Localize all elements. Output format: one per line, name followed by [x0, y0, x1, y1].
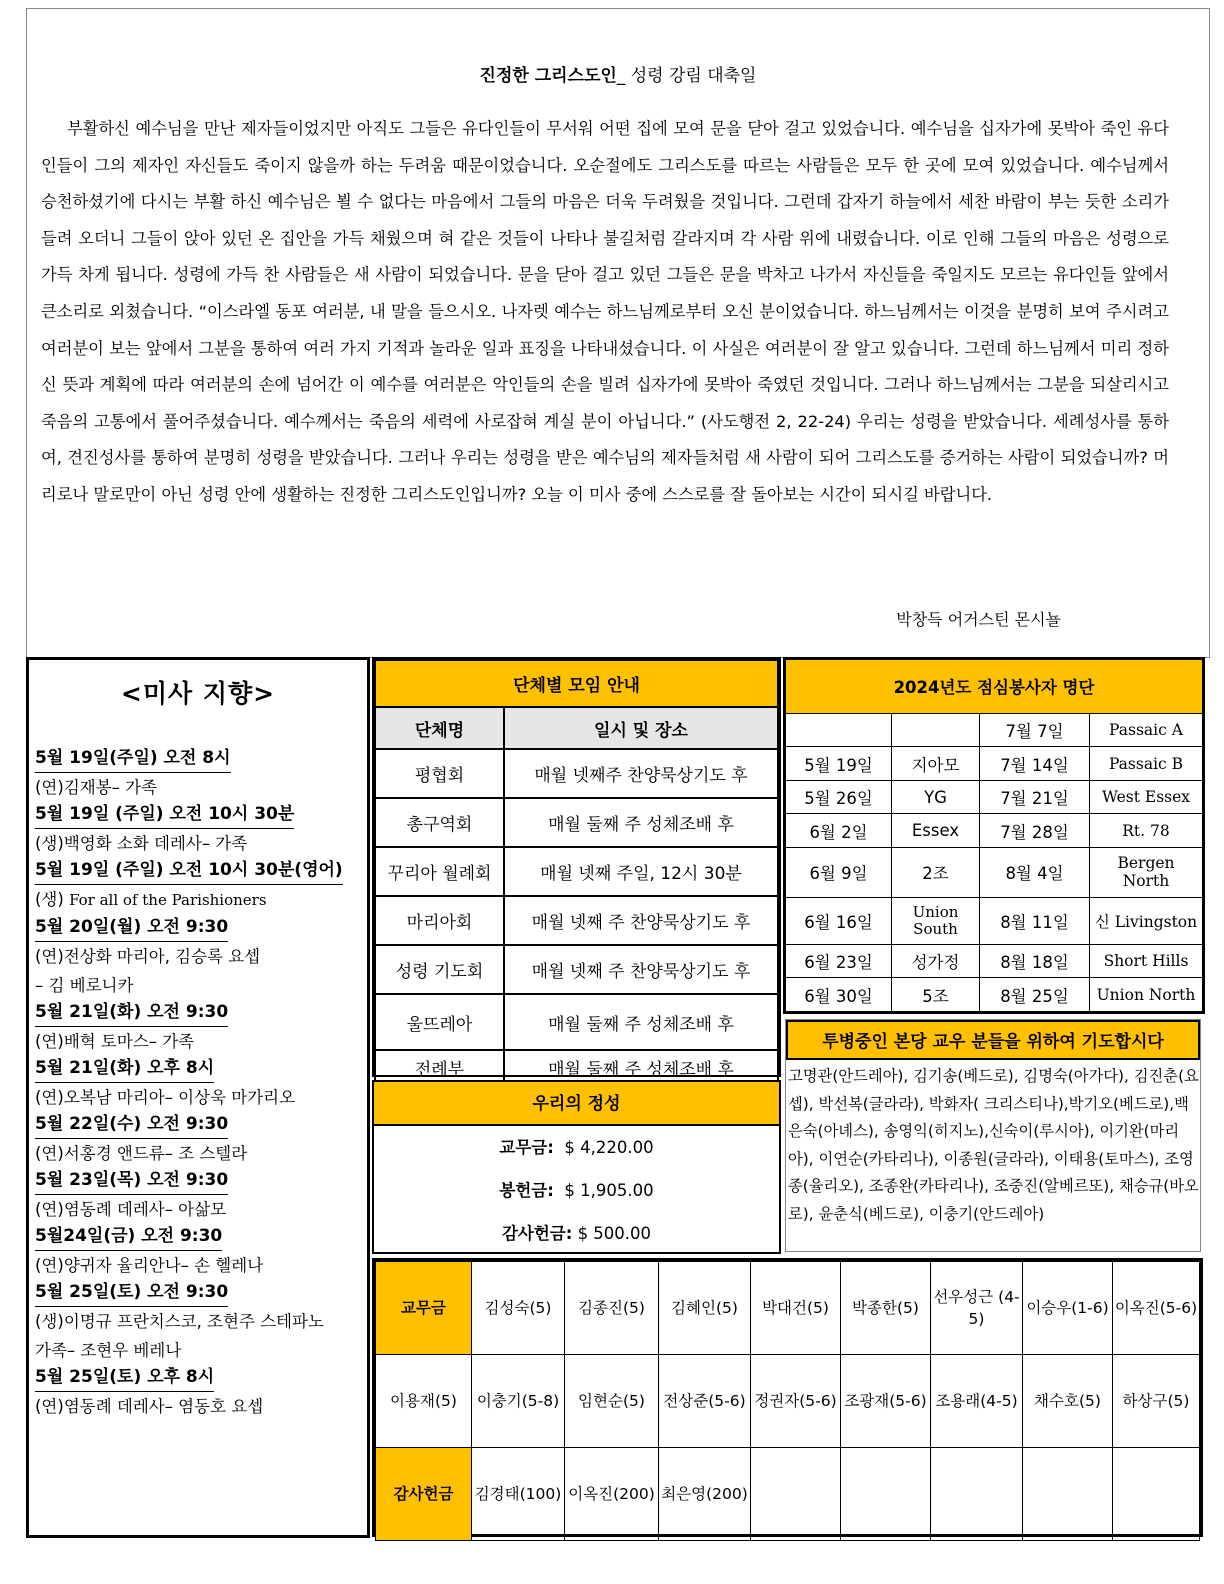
group-name: 전례부	[375, 1050, 504, 1084]
lunch-group: 5조	[892, 978, 980, 1012]
donor-cell	[1023, 1448, 1113, 1541]
donor-cell: 김혜인(5)	[659, 1262, 751, 1355]
donor-cell: 김종진(5)	[565, 1262, 659, 1355]
group-row	[375, 896, 778, 945]
lunch-date: 7월 7일	[980, 713, 1090, 747]
donor-cell: 김성숙(5)	[472, 1262, 565, 1355]
lunch-row	[786, 780, 1203, 814]
reflection-author: 박창득 어거스틴 몬시뇰	[896, 610, 1061, 629]
group-row	[375, 847, 778, 896]
offering-value: $ 4,220.00	[564, 1138, 654, 1157]
lunch-group: Union North	[1090, 978, 1203, 1012]
groups-title: 단체별 모임 안내	[375, 660, 778, 707]
donor-cell: 채수호(5)	[1023, 1355, 1113, 1448]
mass-date: 5월 25일(토) 오후 8시	[35, 1365, 214, 1392]
lunch-group: Passaic A	[1090, 713, 1203, 747]
mass-intention: (연)염동례 데레사– 아삶모	[35, 1200, 227, 1219]
lunch-date: 6월 16일	[786, 897, 892, 944]
mass-entry	[35, 858, 363, 915]
mass-intention: 가족– 조현우 베레나	[35, 1341, 182, 1360]
mass-date: 5월 20일(월) 오전 9:30	[35, 915, 228, 942]
lunch-date: 6월 30일	[786, 978, 892, 1012]
group-schedule: 매월 넷째주 찬양묵상기도 후	[504, 749, 778, 798]
offering-summary	[372, 1080, 781, 1254]
lunch-row	[786, 747, 1203, 781]
mass-entry	[35, 1056, 363, 1112]
mass-intention: (연)양귀자 율리안나– 손 헬레나	[35, 1256, 264, 1275]
group-schedule: 매월 넷째 주 찬양묵상기도 후	[504, 945, 778, 994]
groups-header-name: 단체명	[375, 707, 504, 749]
group-name: 울뜨레아	[375, 994, 504, 1050]
mass-list	[35, 746, 363, 1421]
donor-cell: 정권자(5-6)	[751, 1355, 841, 1448]
mass-intention: – 김 베로니카	[35, 976, 134, 995]
donor-cell: 최은영(200)	[659, 1448, 751, 1541]
mass-date: 5월 19일 (주일) 오전 10시 30분	[35, 802, 294, 829]
group-schedule: 매월 둘째 주 성체조배 후	[504, 994, 778, 1050]
donor-cell: 선우성근 (4-5)	[931, 1262, 1023, 1355]
donor-cell: 전상준(5-6)	[659, 1355, 751, 1448]
mass-entry	[35, 1224, 363, 1280]
mass-date: 5월 23일(목) 오전 9:30	[35, 1168, 228, 1195]
offering-row	[374, 1126, 779, 1169]
mass-entry	[35, 1168, 363, 1224]
lunch-volunteers	[783, 657, 1205, 1014]
group-name: 꾸리아 월례회	[375, 847, 504, 896]
lunch-row	[786, 978, 1203, 1012]
lunch-date: 8월 25일	[980, 978, 1090, 1012]
mass-entry	[35, 1000, 363, 1056]
lunch-group	[892, 713, 980, 747]
donor-cell	[1113, 1448, 1200, 1541]
lunch-row	[786, 848, 1203, 898]
lunch-date: 6월 23일	[786, 944, 892, 978]
lunch-group: 성가정	[892, 944, 980, 978]
mass-entry	[35, 915, 363, 1000]
mass-intention: (생) For all of the Parishioners	[35, 890, 267, 909]
mass-date: 5월24일(금) 오전 9:30	[35, 1224, 222, 1251]
mass-entry	[35, 1112, 363, 1168]
lunch-date: 6월 9일	[786, 848, 892, 898]
lunch-date: 8월 4일	[980, 848, 1090, 898]
lunch-date: 8월 11일	[980, 897, 1090, 944]
lunch-row	[786, 897, 1203, 944]
lunch-group: Essex	[892, 814, 980, 848]
donor-cell: 이충기(5-8)	[472, 1355, 565, 1448]
prayer-names: 고명관(안드레아), 김기송(베드로), 김명숙(아가다), 김진춘(요셉), 박선복(글라라), 박화자( 크리스티나),박기오(베드로),백은숙(아녜스), 송영익(히지노),신숙이(루시아), 이기완(마리아), 이연순(카타리나), 이종원(글라라), 이태용(토마스), 조영종(율리오), 조종완(카타리나), 조중진(알베르또), 채승규(바오로), 윤춘식(베드로), 이충기(안드레아)	[788, 1067, 1199, 1223]
prayer-list	[785, 1019, 1201, 1252]
donor-cell: 김경태(100)	[472, 1448, 565, 1541]
mass-intention: (연)전상화 마리아, 김승록 요셉	[35, 947, 261, 966]
thanks-offering-label: 감사헌금	[376, 1448, 472, 1541]
mass-intention: (생)백영화 소화 데레사– 가족	[35, 834, 248, 853]
reflection-box	[26, 8, 1210, 658]
mass-date: 5월 19일(주일) 오전 8시	[35, 746, 231, 773]
mass-entry	[35, 746, 363, 802]
offering-title: 우리의 정성	[374, 1082, 779, 1126]
lunch-group: Rt. 78	[1090, 814, 1203, 848]
donor-cell: 하상구(5)	[1113, 1355, 1200, 1448]
groups-header-schedule: 일시 및 장소	[504, 707, 778, 749]
tuition-label: 교무금	[376, 1262, 472, 1355]
donor-cell	[841, 1448, 931, 1541]
reflection-body	[41, 111, 1169, 514]
donor-cell: 이승우(1-6)	[1023, 1262, 1113, 1355]
group-name: 성령 기도회	[375, 945, 504, 994]
donor-cell: 이용재(5)	[376, 1355, 472, 1448]
mass-title: <미사 지향>	[120, 679, 276, 708]
mass-intention: (연)김재봉– 가족	[35, 778, 158, 797]
mass-intention: (생)이명규 프란치스코, 조현주 스테파노	[35, 1312, 324, 1331]
group-schedule: 매월 둘째 주 성체조배 후	[504, 1050, 778, 1084]
offering-value: $ 500.00	[577, 1224, 652, 1243]
donor-cell	[751, 1448, 841, 1541]
mass-intention: (연)염동례 데레사– 염동호 요셉	[35, 1397, 264, 1416]
group-row	[375, 945, 778, 994]
reflection-title-line	[27, 61, 1209, 86]
mass-entry	[35, 1365, 363, 1421]
lunch-row	[786, 814, 1203, 848]
donor-cell: 이옥진(5-6)	[1113, 1262, 1200, 1355]
lunch-group: 2조	[892, 848, 980, 898]
group-row	[375, 749, 778, 798]
donor-cell: 조광재(5-6)	[841, 1355, 931, 1448]
lunch-group: 지아모	[892, 747, 980, 781]
lunch-group: Short Hills	[1090, 944, 1203, 978]
mass-intention: (연)배혁 토마스– 가족	[35, 1032, 195, 1051]
donor-table	[372, 1258, 1203, 1537]
group-schedule: 매월 넷째 주일, 12시 30분	[504, 847, 778, 896]
lunch-row	[786, 944, 1203, 978]
lunch-date: 6월 2일	[786, 814, 892, 848]
offering-label: 봉헌금:	[499, 1181, 554, 1200]
offering-label: 감사헌금:	[501, 1224, 573, 1243]
mass-intention: (연)서홍경 앤드류– 조 스텔라	[35, 1144, 248, 1163]
lunch-date: 5월 19일	[786, 747, 892, 781]
reflection-text: 부활하신 예수님을 만난 제자들이었지만 아직도 그들은 유다인들이 무서워 어떤 집에 모여 문을 닫아 걸고 있었습니다. 예수님을 십자가에 못박아 죽인 유다인들이 그의 제자인 자신들도 죽이지 않을까 하는 두려움 때문이었습니다. 오순절에도 그리스도를 따르는 사람들은 모두 한 곳에 모여 있었습니다. 예수님께서 승천하셨기에 다시는 부활 하신 예수님은 뵐 수 없다는 마음에서 그들의 마음은 더욱 두려웠을 것입니다. 그런데 갑자기 하늘에서 세찬 바람이 부는 듯한 소리가 들려 오더니 그들이 앉아 있던 온 집안을 가득 채웠으며 혀 같은 것들이 나타나 불길처럼 갈라지며 각 사람 위에 내렸습니다. 이로 인해 그들의 마음은 성령으로 가득 차게 됩니다. 성령에 가득 찬 사람들은 새 사람이 되었습니다. 문을 닫아 걸고 있던 그들은 문을 박차고 나가서 자신들을 죽일지도 모르는 유다인들 앞에서 큰소리로 외쳤습니다. “이스라엘 동포 여러분, 내 말을 들으시오. 나자렛 예수는 하느님께로부터 오신 분이었습니다. 하느님께서는 이것을 분명히 보여 주시려고 여러분이 보는 앞에서 그분을 통하여 여러 가지 기적과 놀라운 일과 표징을 나타내셨습니다. 이 사실은 여러분이 잘 알고 있습니다. 그런데 하느님께서 미리 정하신 뜻과 계획에 따라 여러분의 손에 넘어간 이 예수를 여러분은 악인들의 손을 빌려 십자가에 못박아 죽였던 것입니다. 그러나 하느님께서는 그분을 되살리시고 죽음의 고통에서 풀어주셨습니다. 예수께서는 죽음의 세력에 사로잡혀 계실 분이 아닙니다.” (사도행전 2, 22-24) 우리는 성령을 받았습니다. 세례성사를 통하여, 견진성사를 통하여 분명히 성령을 받았습니다. 그러나 우리는 성령을 받은 예수님의 제자들처럼 새 사람이 되어 그리스도를 증거하는 사람이 되었습니까? 머리로나 말로만이 아닌 성령 안에 생활하는 진정한 그리스도인입니까? 오늘 이 미사 중에 스스로를 잘 돌아보는 시간이 되시길 바랍니다.	[41, 119, 1169, 504]
offering-value: $ 1,905.00	[564, 1181, 654, 1200]
group-name: 평협회	[375, 749, 504, 798]
lunch-group: Passaic B	[1090, 747, 1203, 781]
mass-date: 5월 21일(화) 오후 8시	[35, 1056, 214, 1083]
lunch-group: 신 Livingston	[1090, 897, 1203, 944]
group-schedule: 매월 넷째 주 찬양묵상기도 후	[504, 896, 778, 945]
group-name: 총구역회	[375, 798, 504, 847]
mass-entry	[35, 802, 363, 858]
donor-cell: 박종한(5)	[841, 1262, 931, 1355]
mass-intentions	[26, 657, 370, 1538]
lunch-date	[786, 713, 892, 747]
donor-cell: 박대건(5)	[751, 1262, 841, 1355]
lunch-date: 8월 18일	[980, 944, 1090, 978]
mass-date: 5월 22일(수) 오전 9:30	[35, 1112, 228, 1139]
lunch-group: West Essex	[1090, 780, 1203, 814]
lunch-group: Union South	[892, 897, 980, 944]
lunch-group: Bergen North	[1090, 848, 1203, 898]
reflection-title: 진정한 그리스도인	[479, 66, 617, 86]
offering-label: 교무금:	[499, 1138, 554, 1157]
reflection-subtitle: _ 성령 강림 대축일	[616, 66, 757, 86]
group-name: 마리아회	[375, 896, 504, 945]
mass-intention: (연)오복남 마리아– 이상욱 마가리오	[35, 1088, 296, 1107]
lunch-title: 2024년도 점심봉사자 명단	[786, 660, 1203, 714]
lunch-date: 5월 26일	[786, 780, 892, 814]
mass-entry	[35, 1280, 363, 1365]
mass-date: 5월 25일(토) 오전 9:30	[35, 1280, 228, 1307]
lunch-date: 7월 21일	[980, 780, 1090, 814]
donor-cell: 임현순(5)	[565, 1355, 659, 1448]
prayer-title: 투병중인 본당 교우 분들을 위하여 기도합시다	[786, 1020, 1200, 1060]
group-row	[375, 1050, 778, 1084]
english-intention-text: For all of the Parishioners	[69, 891, 267, 909]
donor-cell: 조용래(4-5)	[931, 1355, 1023, 1448]
lunch-date: 7월 28일	[980, 814, 1090, 848]
mass-date: 5월 19일 (주일) 오전 10시 30분(영어)	[35, 858, 343, 885]
donor-cell: 이옥진(200)	[565, 1448, 659, 1541]
offering-row	[374, 1212, 779, 1255]
lunch-date: 7월 14일	[980, 747, 1090, 781]
offering-row	[374, 1169, 779, 1212]
group-schedule: 매월 둘째 주 성체조배 후	[504, 798, 778, 847]
group-row	[375, 994, 778, 1050]
mass-date: 5월 21일(화) 오전 9:30	[35, 1000, 228, 1027]
group-row	[375, 798, 778, 847]
donor-cell	[931, 1448, 1023, 1541]
lunch-group: YG	[892, 780, 980, 814]
group-meetings	[372, 657, 781, 1080]
lunch-row	[786, 713, 1203, 747]
